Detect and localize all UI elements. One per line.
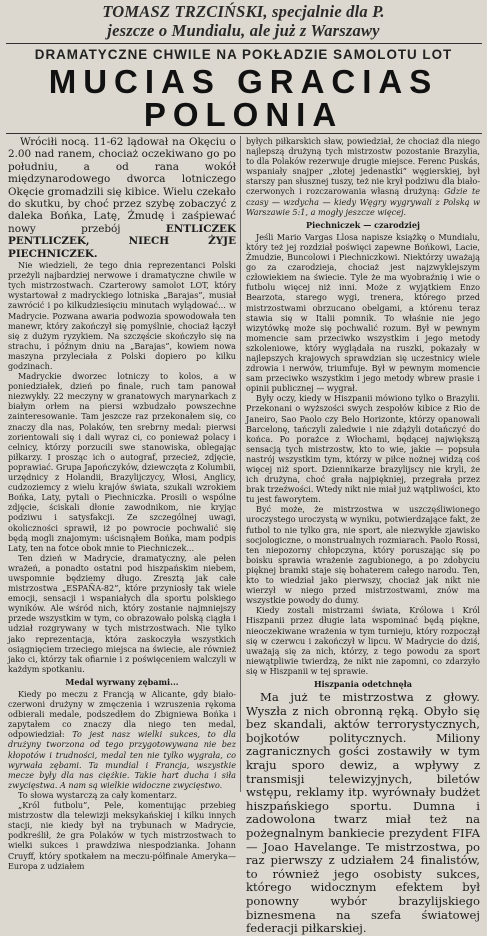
headline-rule xyxy=(6,133,482,134)
top-rule xyxy=(6,43,482,44)
paragraph: byłych piłkarskich sław, powiedział, że chociaż dla niego najlepszą drużyną tych mistrzostw pozostanie Brazylia, to dla Polaków rezerwuje drugie miejsce. Ferenc Puskás, wspaniały snajper „złotej jedenastki” węgierskiej, był starszy pan słusznej tuszy, też nie krył podziwu dla biało-czerwonych i rozczarowania własną drużyną: xyxy=(246,136,480,197)
paragraph: Madryckie dworzec lotniczy to kolos, a w poniedziałek, dzień po finale, ruch tam panował niezwykły. 22 meczyny w granatowych marynarkach z białym orłem na piersi wzbudzało powszechne zainteresowanie. Tam jeszcze raz przekonałem się, co znaczy dla nas, Polaków, ten srebrny medal: pierwsi zorientowali się i dali wyraz ci, co ponieważ polacy i celnicy, którzy porzucili swe stanowiska, oblegając piłkarzy. I prosząc ich o autograf, przecież, zdjęcie, poprawiać. Grupa Japończyków, dziewczęta z Kolumbii, urzędnicy z Holandii, Brazylijczycy, Włosi, Anglicy, cudzoziemcy z wielu krajów świata, szukali wzrokiem Bońka, Laty, pytali o Piechniczka. Prosili o wspólne zdjęcie, ściskali dłonie zawodnikom, nie kryjąc podziwu i satysfakcji. Ze szczególnej uwagi, okoliczności sprawił, iż po powrocie pochwalić się będą mogli znajomym: uścisnąłem Bońka, mam podpis Laty, ten na fotce obok mnie to Piechniczek... xyxy=(8,371,236,553)
lead-text: Wróciłi nocą. 11-62 lądował na Okęciu o 2.00 nad ranem, chociaż oczekiwano go po południu, a od rana wokół międzynarodowego dworca lotniczego Okęcie gromadzili się kibice. Wielu czekało do skutku, by choć przez szybę zobaczyć z daleka Bońka, Latę, Żmudę i zaśpiewać nowy przebój xyxy=(8,136,237,235)
paragraph: Jeśli Mario Vargas Llosa napisze książkę o Mundialu, który też jej rozdział poświęci zapewne Bońkowi, Lacie, Żmudzie, Buncolowi i Piechniczkowi. Niektórzy uważają go za czarodzieja, chociaż jest najzwyklejszym człowiekiem na świecie. Tyle że ma wyobraźnię i wie o futbolu więcej niż inni. Może z wyjątkiem Enzo Bearzota, starego wygi, trenera, którego przed mistrzostwami obrzucano obelgami, a którenu teraz stawia się w Italii pomnik. To właśnie nie jego wizytówkę może się pochwalić rozum. Był w pewnym momencie sam przeciwko wszystkim i jego metody szkoleniowe, który wyglądała na ruszki, pokazały w najlepszych krajowych sprawdzian się uczestnicy wiele zdrowia i nerwów, triumfuje. Był w pewnym momencie sam przeciwko wszystkim i jego metody wbrew prasie i opinii publicznej — wygrał. xyxy=(246,231,480,394)
paragraph: „Król futbolu”, Pele, komentując przebieg mistrzostw dla telewizji meksykańskiej i kilku innych stacji, nie kiedy był na trybunach w Madrycie, podkreślił, że gra Polaków w tych mistrzostwach to wielki sukces i prawdziwa niespodzianka. Johann Cruyff, który spotkałem na meczu-półfinale Ameryka—Europa z udziałem xyxy=(8,800,236,871)
headline-line-2: POLONIA xyxy=(143,96,344,133)
left-column xyxy=(8,136,237,871)
lead-paragraph xyxy=(8,136,236,260)
right-column xyxy=(246,136,480,936)
byline-line-1: TOMASZ TRZCIŃSKI, specjalnie dla P. xyxy=(102,2,385,21)
byline xyxy=(0,2,487,40)
paragraph: Ma już te mistrzostwa z głowy. Wyszła z nich obronną ręką. Obyło się bez skandali, aktów terrorystycznych, bojkotów politycznych. Miliony zagranicznych gości zostawiły w tym kraju sporo dewiz, a wpływy z transmisji telewizyjnych, biletów wstępu, reklamy itp. wyrównały budżet hiszpańskiego sportu. Dumna i zadowolona twarz miał też na pożegnalnym bankiecie prezydent FIFA — Joao Havelange. Te mistrzostwa, po raz pierwszy z udziałem 24 finalistów, to również jego osobisty sukces, którego widocznym efektem był ponowny wybór brazylijskiego biznesmena na szefa światowej federacji piłkarskiej. xyxy=(246,690,480,936)
paragraph: Były oczy, kiedy w Hiszpanii mówiono tylko o Brazylii. Przekonani o wyższości swych zespołów kibice z Rio de Janeiro, Sao Paolo czy Belo Horizonte, którzy opanowali Barcelonę, tańczyli zaledwie i nie zdążyli dotańczyć do końca. Po porażce z Włochami, będącej największą sensacją tych mistrzostw, kto to wie, jakie — popsuła nastrój wszystkim tym, którzy w piłce nożnej widzą coś więcej niż sport. Dziennikarze brazylijscy nie kryli, że ich drużyna, choć grała najpiękniej, przegrała przez brak trzeźwości. Wtedy nikt nie miał już wątpliwości, kto tu jest faworytem. xyxy=(246,393,480,505)
quote: Gdzie te czasy — wzdycha — kiedy Węgry wygrywali z Polską w Warszawie 5:1, a mogły jeszcze więcej. xyxy=(246,186,480,217)
subheading: Piechniczek — czarodziej xyxy=(306,219,420,230)
paragraph: Być może, że mistrzostwa w uszczęśliwionego uroczystego uroczystą w wyniku, potwierdzające fakt, że futbol to nie tylko gra, nie sport, ale niezwykłe zjawisko socjologiczne, o monstrualnych rozmiarach. Paolo Rossi, ten niepozorny chłopczyna, który poruszając się po boisku sprawia wrażenie zagubionego, a po zdobyciu pięknej bramki staje się bohaterem całego narodu. Ten, kto to wiedział jako pierwszy, chociaż jak nikt nie wierzył w niego przed mistrzostwami, znów ma wszystkie powody do dumy. xyxy=(246,504,480,606)
kicker-headline: DRAMATYCZNE CHWILE NA POKŁADZIE SAMOLOTU LOT xyxy=(34,47,453,62)
quote: To jest nasz wielki sukces, to dla drużyny tworzona od tego przygotowywana nie bez kłopotów i trudności, medal ten nie tylko wygrała, co wyrwała zębami. Ta mundial i Francja, wszystkie mecze były dla nas ciężkie. Takie hart ducha i siła zwycięstwa. A nam są wielkie widoczne zwycięstwo. xyxy=(8,729,236,790)
paragraph: Nie wiedzieli, że tego dnia reprezentanci Polski przeżyli najbardziej nerwowe i dramatyczne chwile w tych mistrzostwach. Czarterowy samolot LOT, który wystartował z madryckiego lotniska „Barajas”, musiał zawrócić i po kilkudziesięciu minutach wylądować... w Madrycie. Pozwana awaria podwozia spowodowała ten manewr, który zakończył się pomyślnie, chociaż łączył się z dużym ryzykiem. Na szczęście skończyło się na strachu, i późnym dniu na „Barajas”, kowiem nowa maszyna przyleciała z Polski dopiero po kilku godzinach. xyxy=(8,260,236,371)
subheading: Medal wyrwany zębami... xyxy=(65,676,179,687)
paragraph: To słowa wystarczą za cały komentarz. xyxy=(18,789,178,800)
column-divider xyxy=(240,136,241,792)
subheading: Hiszpania odetchnęła xyxy=(314,678,412,689)
paragraph: Kiedy zostali mistrzami świata, Królowa i Król Hiszpanii przez długie lata wspominać będą piękne, nieoczekiwane wrażenia w tym turnieju, który rozpoczął się w czerwcu i zakończył w lipcu. W Madrycie do dziś, uważają się za nich, którzy, z tego powodu za sport niewątpliwie twierdzą, że nikt nie zapomni, co zdarzyło się w Hiszpanii w tej sprawie. xyxy=(246,605,480,676)
closing-section xyxy=(246,691,480,936)
byline-line-2: jeszcze o Mundialu, ale już z Warszawy xyxy=(107,21,380,40)
headline-line-1: MUCIAS GRACIAS xyxy=(48,63,439,100)
paragraph: Kiedy po meczu z Francją w Alicante, gdy biało-czerwoni drużyny w zmęczenia i wzruszenia rękoma odbierali medale, podszedłem do Zbigniewa Bońka i zapytałem co znaczy dla niego ten medal, odpowiedział: xyxy=(8,689,236,740)
paragraph: Ten dzień w Madrycie, dramatyczny, ale pełen wrażeń, a ponadto ostatni pod hiszpańskim niebem, uwspomnie będziemy długo. Zresztą jak całe mistrzostwa „ESPAÑA-82”, które przyniosły tak wiele emocji, sensacji i wspaniałych dla sportu polskiego wyników. Ale wśród nich, który zostanie najmniejszy przede wszystkim w tym, co obrazowało polską ciągła i udział rozgrywany w tych mistrzostwach. Nie tylko jako reprezentacja, która zaskoczyła wszystkich osiągnięciem trzeciego miejsca na świecie, ale również jako ci, którzy tak ofiarnie i z poświęceniem walczyli w każdym spotkaniu. xyxy=(8,552,236,674)
lead-chant: ENTLICZEK PENTLICZEK, NIECH ŻYJE PIECHNICZEK. xyxy=(8,222,236,260)
